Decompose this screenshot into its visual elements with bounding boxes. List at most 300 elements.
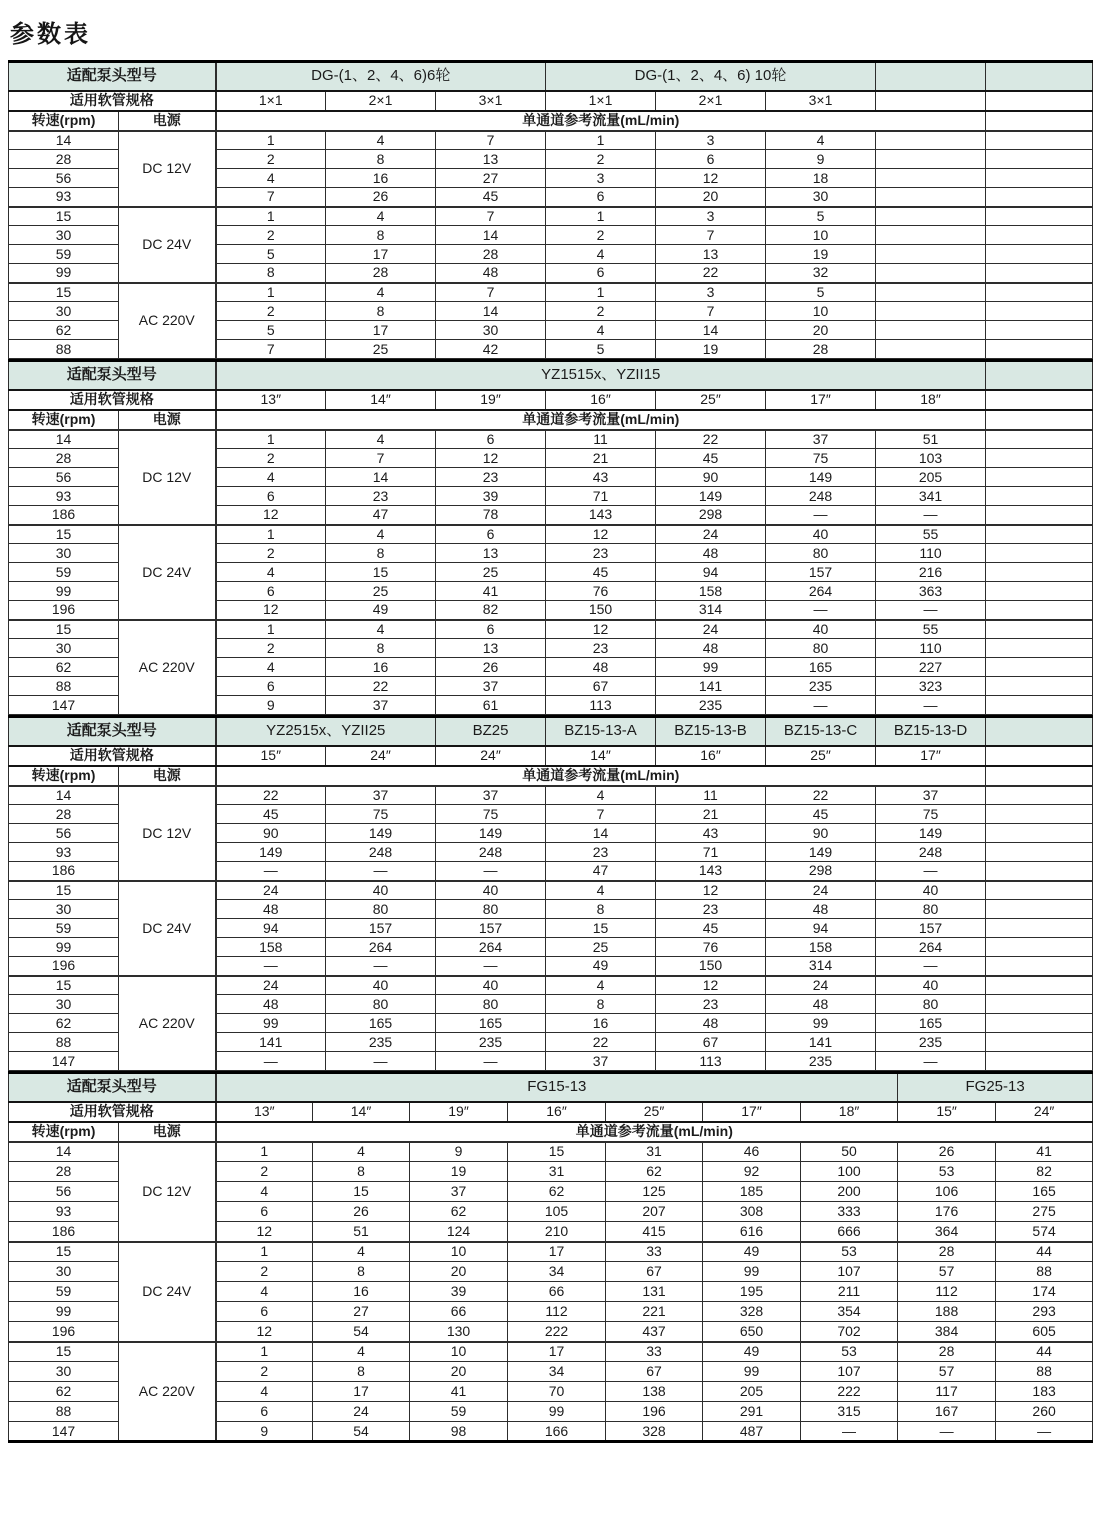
rpm-cell: 15 — [9, 1342, 119, 1362]
pump-head-label: 适配泵头型号 — [9, 361, 216, 390]
flow-value-cell: 41 — [996, 1142, 1093, 1162]
flow-value-cell: 12 — [656, 881, 766, 900]
flow-value-cell: 328 — [606, 1422, 703, 1442]
flow-value-cell: 31 — [508, 1162, 606, 1182]
empty-cell — [986, 746, 1093, 766]
table-row — [9, 361, 1093, 390]
flow-value-cell: 30 — [766, 188, 876, 207]
flow-value-cell: 328 — [703, 1302, 801, 1322]
table-row — [9, 525, 1093, 544]
flow-value-cell: 45 — [656, 919, 766, 938]
speed-header: 转速(rpm) — [9, 766, 119, 786]
empty-cell — [986, 786, 1093, 805]
flow-value-cell: 158 — [216, 938, 326, 957]
flow-value-cell: 53 — [898, 1162, 996, 1182]
flow-value-cell: 10 — [410, 1242, 508, 1262]
rpm-cell: 99 — [9, 1302, 119, 1322]
flow-value-cell: 12 — [546, 620, 656, 639]
flow-value-cell: 37 — [766, 430, 876, 449]
flow-value-cell: 248 — [876, 843, 986, 862]
table-row — [9, 62, 1093, 91]
flow-value-cell: 37 — [326, 786, 436, 805]
table-row — [9, 131, 1093, 150]
flow-value-cell: — — [876, 696, 986, 715]
power-cell: DC 12V — [119, 1142, 216, 1242]
flow-value-cell: 67 — [546, 677, 656, 696]
flow-value-cell: 17 — [326, 321, 436, 340]
flow-value-cell: 51 — [876, 430, 986, 449]
table-row — [9, 1242, 1093, 1262]
flow-value-cell: 138 — [606, 1382, 703, 1402]
flow-value-cell: 11 — [656, 786, 766, 805]
flow-value-cell: 62 — [606, 1162, 703, 1182]
rpm-cell: 147 — [9, 696, 119, 715]
flow-value-cell: 8 — [326, 639, 436, 658]
tube-spec-value: 18″ — [876, 390, 986, 410]
rpm-cell: 30 — [9, 544, 119, 563]
flow-value-cell: 67 — [606, 1362, 703, 1382]
flow-value-cell: 67 — [606, 1262, 703, 1282]
flow-value-cell: 76 — [546, 582, 656, 601]
empty-cell — [986, 696, 1093, 715]
flow-value-cell: 113 — [546, 696, 656, 715]
empty-cell — [986, 361, 1093, 390]
flow-value-cell: 16 — [326, 169, 436, 188]
flow-value-cell: 112 — [508, 1302, 606, 1322]
flow-value-cell: 42 — [436, 340, 546, 359]
flow-value-cell: 341 — [876, 487, 986, 506]
table-row — [9, 430, 1093, 449]
flow-value-cell: 62 — [410, 1202, 508, 1222]
rpm-cell: 56 — [9, 468, 119, 487]
flow-value-cell: 12 — [216, 1222, 313, 1242]
flow-value-cell: 13 — [436, 150, 546, 169]
table-row — [9, 91, 1093, 111]
flow-value-cell: 4 — [216, 169, 326, 188]
flow-value-cell: 4 — [546, 321, 656, 340]
parameter-tables — [8, 60, 1092, 1443]
empty-cell — [986, 283, 1093, 302]
flow-value-cell: — — [766, 601, 876, 620]
flow-value-cell: 235 — [766, 1052, 876, 1071]
flow-value-cell: 23 — [656, 900, 766, 919]
flow-value-cell: 1 — [546, 283, 656, 302]
flow-value-cell: 82 — [996, 1162, 1093, 1182]
flow-value-cell: 20 — [656, 188, 766, 207]
flow-value-cell: 6 — [436, 430, 546, 449]
flow-value-cell: 157 — [876, 919, 986, 938]
flow-value-cell: 2 — [216, 302, 326, 321]
flow-value-cell: 298 — [656, 506, 766, 525]
tube-spec-value: 25″ — [606, 1102, 703, 1122]
rpm-cell: 93 — [9, 188, 119, 207]
empty-cell — [986, 430, 1093, 449]
tube-spec-value: 2×1 — [656, 91, 766, 111]
flow-value-cell: 158 — [766, 938, 876, 957]
flow-value-cell: 53 — [801, 1342, 898, 1362]
tube-spec-value: 14″ — [326, 390, 436, 410]
flow-value-cell: — — [436, 862, 546, 881]
flow-value-cell: 57 — [898, 1262, 996, 1282]
flow-value-cell: 5 — [546, 340, 656, 359]
empty-cell — [986, 582, 1093, 601]
tube-spec-value: 16″ — [546, 390, 656, 410]
flow-value-cell: 40 — [766, 620, 876, 639]
flow-value-cell: 40 — [436, 976, 546, 995]
flow-value-cell: 1 — [216, 430, 326, 449]
pump-head-model: BZ15-13-D — [876, 717, 986, 746]
flow-value-cell: 364 — [898, 1222, 996, 1242]
flow-value-cell: 48 — [766, 995, 876, 1014]
flow-value-cell: 235 — [326, 1033, 436, 1052]
flow-value-cell: 248 — [436, 843, 546, 862]
flow-value-cell: 6 — [436, 525, 546, 544]
flow-value-cell: 80 — [766, 544, 876, 563]
empty-cell — [986, 390, 1093, 410]
flow-value-cell: 6 — [216, 487, 326, 506]
pump-head-model: BZ15-13-B — [656, 717, 766, 746]
rpm-cell: 147 — [9, 1052, 119, 1071]
flow-value-cell: 7 — [656, 226, 766, 245]
flow-value-cell: 92 — [703, 1162, 801, 1182]
tube-spec-value: 2×1 — [326, 91, 436, 111]
tube-spec-value: 25″ — [656, 390, 766, 410]
tube-spec-value: 14″ — [313, 1102, 410, 1122]
table-row — [9, 207, 1093, 226]
rpm-cell: 15 — [9, 525, 119, 544]
empty-cell — [876, 131, 986, 150]
flow-value-cell: 666 — [801, 1222, 898, 1242]
flow-value-cell: 90 — [766, 824, 876, 843]
flow-value-cell: — — [326, 862, 436, 881]
flow-value-cell: 9 — [410, 1142, 508, 1162]
flow-value-cell: 5 — [766, 207, 876, 226]
flow-value-cell: 40 — [876, 881, 986, 900]
flow-value-cell: 149 — [876, 824, 986, 843]
flow-value-cell: 2 — [216, 1362, 313, 1382]
flow-value-cell: 45 — [766, 805, 876, 824]
flow-value-cell: 34 — [508, 1362, 606, 1382]
flow-value-cell: 75 — [766, 449, 876, 468]
flow-value-cell: 2 — [216, 1162, 313, 1182]
flow-value-cell: 26 — [898, 1142, 996, 1162]
rpm-cell: 30 — [9, 1262, 119, 1282]
flow-value-cell: 53 — [801, 1242, 898, 1262]
rpm-cell: 88 — [9, 1402, 119, 1422]
flow-value-cell: 71 — [546, 487, 656, 506]
rpm-cell: 88 — [9, 1033, 119, 1052]
empty-cell — [876, 283, 986, 302]
tube-spec-label: 适用软管规格 — [9, 390, 216, 410]
flow-value-cell: 124 — [410, 1222, 508, 1242]
flow-value-cell: 94 — [766, 919, 876, 938]
flow-value-cell: 1 — [216, 620, 326, 639]
flow-value-cell: 333 — [801, 1202, 898, 1222]
flow-value-cell: 14 — [436, 226, 546, 245]
flow-value-cell: 40 — [436, 881, 546, 900]
tube-spec-label: 适用软管规格 — [9, 91, 216, 111]
flow-value-cell: 22 — [656, 264, 766, 283]
tube-spec-value: 17″ — [876, 746, 986, 766]
tube-spec-value: 17″ — [703, 1102, 801, 1122]
flow-value-cell: 17 — [326, 245, 436, 264]
flow-value-cell: 149 — [326, 824, 436, 843]
flow-value-cell: 6 — [546, 188, 656, 207]
flow-value-cell: 98 — [410, 1422, 508, 1442]
empty-cell — [876, 91, 986, 111]
flow-value-cell: — — [216, 957, 326, 976]
flow-value-cell: 25 — [326, 582, 436, 601]
flow-value-cell: 141 — [216, 1033, 326, 1052]
pump-head-model: BZ25 — [436, 717, 546, 746]
flow-value-cell: 143 — [546, 506, 656, 525]
flow-value-cell: 20 — [766, 321, 876, 340]
flow-value-cell: 90 — [656, 468, 766, 487]
flow-value-cell: — — [876, 862, 986, 881]
rpm-cell: 14 — [9, 131, 119, 150]
flow-value-cell: 235 — [766, 677, 876, 696]
flow-value-cell: 165 — [766, 658, 876, 677]
rpm-cell: 56 — [9, 824, 119, 843]
power-cell: DC 12V — [119, 786, 216, 881]
flow-value-cell: 25 — [326, 340, 436, 359]
power-cell: AC 220V — [119, 620, 216, 715]
flow-value-cell: — — [876, 1052, 986, 1071]
flow-value-cell: 22 — [546, 1033, 656, 1052]
flow-value-cell: 10 — [766, 302, 876, 321]
flow-value-cell: 14 — [326, 468, 436, 487]
rpm-cell: 28 — [9, 150, 119, 169]
flow-value-cell: 149 — [766, 843, 876, 862]
flow-value-cell: 18 — [766, 169, 876, 188]
flow-value-cell: 28 — [898, 1342, 996, 1362]
empty-cell — [876, 302, 986, 321]
rpm-cell: 196 — [9, 957, 119, 976]
flow-value-cell: — — [216, 1052, 326, 1071]
empty-cell — [876, 321, 986, 340]
flow-value-cell: 40 — [326, 881, 436, 900]
flow-value-cell: 12 — [656, 976, 766, 995]
flow-value-cell: 19 — [766, 245, 876, 264]
flow-value-cell: 45 — [436, 188, 546, 207]
flow-value-cell: — — [766, 506, 876, 525]
rpm-cell: 62 — [9, 1014, 119, 1033]
flow-value-cell: 264 — [876, 938, 986, 957]
power-cell: DC 12V — [119, 430, 216, 525]
flow-value-cell: 3 — [656, 207, 766, 226]
flow-value-cell: 2 — [216, 226, 326, 245]
tube-spec-value: 19″ — [410, 1102, 508, 1122]
parameter-table-3 — [8, 715, 1093, 1071]
flow-value-cell: 75 — [326, 805, 436, 824]
flow-value-cell: 40 — [876, 976, 986, 995]
flow-value-cell: 4 — [326, 620, 436, 639]
empty-cell — [986, 717, 1093, 746]
flow-value-cell: 227 — [876, 658, 986, 677]
flow-value-cell: 48 — [766, 900, 876, 919]
flow-value-cell: 7 — [436, 207, 546, 226]
tube-spec-value: 3×1 — [436, 91, 546, 111]
rpm-cell: 30 — [9, 995, 119, 1014]
flow-value-cell: 24 — [216, 881, 326, 900]
flow-value-cell: 702 — [801, 1322, 898, 1342]
table-row — [9, 976, 1093, 995]
flow-value-cell: 8 — [326, 302, 436, 321]
flow-value-cell: 8 — [313, 1162, 410, 1182]
flow-value-cell: 37 — [326, 696, 436, 715]
flow-value-cell: 11 — [546, 430, 656, 449]
flow-value-cell: 6 — [216, 677, 326, 696]
flow-value-cell: 48 — [216, 900, 326, 919]
flow-value-cell: 76 — [656, 938, 766, 957]
pump-head-model: DG-(1、2、4、6)6轮 — [216, 62, 546, 91]
rpm-cell: 59 — [9, 919, 119, 938]
flow-value-cell: 45 — [216, 805, 326, 824]
empty-cell — [986, 321, 1093, 340]
flow-value-cell: 16 — [313, 1282, 410, 1302]
flow-value-cell: 22 — [326, 677, 436, 696]
empty-cell — [986, 62, 1093, 91]
flow-value-cell: 25 — [436, 563, 546, 582]
flow-value-cell: 39 — [436, 487, 546, 506]
flow-value-cell: 8 — [546, 995, 656, 1014]
rpm-cell: 196 — [9, 601, 119, 620]
flow-value-cell: 616 — [703, 1222, 801, 1242]
flow-value-cell: 14 — [656, 321, 766, 340]
flow-value-cell: 5 — [216, 321, 326, 340]
flow-value-cell: 99 — [703, 1262, 801, 1282]
empty-cell — [986, 957, 1093, 976]
empty-cell — [876, 340, 986, 359]
power-cell: DC 24V — [119, 525, 216, 620]
flow-value-cell: 1 — [216, 1342, 313, 1362]
flow-value-cell: 165 — [996, 1182, 1093, 1202]
flow-value-cell: 23 — [656, 995, 766, 1014]
flow-value-cell: — — [876, 506, 986, 525]
flow-value-cell: 7 — [216, 340, 326, 359]
table-row — [9, 1122, 1093, 1142]
power-cell: DC 24V — [119, 207, 216, 283]
flow-value-cell: 37 — [436, 677, 546, 696]
flow-value-cell: 13 — [436, 639, 546, 658]
flow-value-cell: 40 — [766, 525, 876, 544]
tube-spec-value: 24″ — [996, 1102, 1093, 1122]
flow-value-cell: 354 — [801, 1302, 898, 1322]
flow-value-cell: 605 — [996, 1322, 1093, 1342]
power-header: 电源 — [119, 1122, 216, 1142]
table-row — [9, 717, 1093, 746]
flow-value-cell: 8 — [326, 226, 436, 245]
empty-cell — [986, 639, 1093, 658]
flow-value-cell: 4 — [216, 563, 326, 582]
flow-value-cell: 7 — [326, 449, 436, 468]
flow-value-cell: 37 — [410, 1182, 508, 1202]
flow-value-cell: 22 — [656, 430, 766, 449]
empty-cell — [986, 976, 1093, 995]
tube-spec-value: 16″ — [656, 746, 766, 766]
table-row — [9, 410, 1093, 430]
rpm-cell: 62 — [9, 1382, 119, 1402]
rpm-cell: 15 — [9, 976, 119, 995]
empty-cell — [986, 824, 1093, 843]
tube-spec-label: 适用软管规格 — [9, 1102, 216, 1122]
rpm-cell: 59 — [9, 1282, 119, 1302]
flow-value-cell: 24 — [766, 881, 876, 900]
flow-value-cell: 78 — [436, 506, 546, 525]
flow-value-cell: 6 — [656, 150, 766, 169]
flow-value-cell: 49 — [546, 957, 656, 976]
flow-value-cell: 205 — [876, 468, 986, 487]
flow-value-cell: 4 — [326, 207, 436, 226]
power-cell: AC 220V — [119, 976, 216, 1071]
flow-value-cell: 48 — [656, 1014, 766, 1033]
flow-value-cell: 24 — [216, 976, 326, 995]
tube-spec-value: 14″ — [546, 746, 656, 766]
page-title: 参数表 — [10, 21, 91, 48]
empty-cell — [986, 862, 1093, 881]
flow-value-cell: 107 — [801, 1262, 898, 1282]
flow-value-cell: 13 — [436, 544, 546, 563]
flow-value-cell: 248 — [766, 487, 876, 506]
flow-value-cell: 207 — [606, 1202, 703, 1222]
flow-value-cell: 28 — [766, 340, 876, 359]
flow-value-cell: 574 — [996, 1222, 1093, 1242]
empty-cell — [986, 91, 1093, 111]
power-header: 电源 — [119, 111, 216, 131]
empty-cell — [986, 766, 1093, 786]
empty-cell — [986, 601, 1093, 620]
flow-value-cell: 99 — [703, 1362, 801, 1382]
flow-value-cell: 315 — [801, 1402, 898, 1422]
rpm-cell: 14 — [9, 786, 119, 805]
flow-value-cell: 3 — [546, 169, 656, 188]
flow-value-cell: 196 — [606, 1402, 703, 1422]
flow-value-cell: 165 — [326, 1014, 436, 1033]
flow-value-cell: 264 — [326, 938, 436, 957]
flow-value-cell: 205 — [703, 1382, 801, 1402]
flow-value-cell: 19 — [656, 340, 766, 359]
flow-value-cell: 293 — [996, 1302, 1093, 1322]
tube-spec-value: 24″ — [436, 746, 546, 766]
empty-cell — [876, 169, 986, 188]
flow-value-cell: 31 — [606, 1142, 703, 1162]
rpm-cell: 147 — [9, 1422, 119, 1442]
flow-value-cell: 188 — [898, 1302, 996, 1322]
flow-value-cell: 24 — [656, 525, 766, 544]
rpm-cell: 30 — [9, 302, 119, 321]
flow-value-cell: 80 — [876, 900, 986, 919]
empty-cell — [986, 525, 1093, 544]
rpm-cell: 30 — [9, 226, 119, 245]
speed-header: 转速(rpm) — [9, 410, 119, 430]
flow-value-cell: 90 — [216, 824, 326, 843]
flow-value-cell: 221 — [606, 1302, 703, 1322]
flow-value-cell: 94 — [656, 563, 766, 582]
flow-value-cell: 15 — [508, 1142, 606, 1162]
rpm-cell: 99 — [9, 264, 119, 283]
table-row — [9, 786, 1093, 805]
flow-value-cell: 48 — [216, 995, 326, 1014]
flow-value-cell: — — [898, 1422, 996, 1442]
flow-value-cell: 17 — [508, 1242, 606, 1262]
flow-value-cell: 10 — [410, 1342, 508, 1362]
speed-header: 转速(rpm) — [9, 111, 119, 131]
flow-value-cell: 8 — [216, 264, 326, 283]
flow-value-cell: 6 — [216, 1302, 313, 1322]
table-row — [9, 1073, 1093, 1102]
flow-value-cell: 8 — [313, 1262, 410, 1282]
flow-value-cell: 41 — [410, 1382, 508, 1402]
